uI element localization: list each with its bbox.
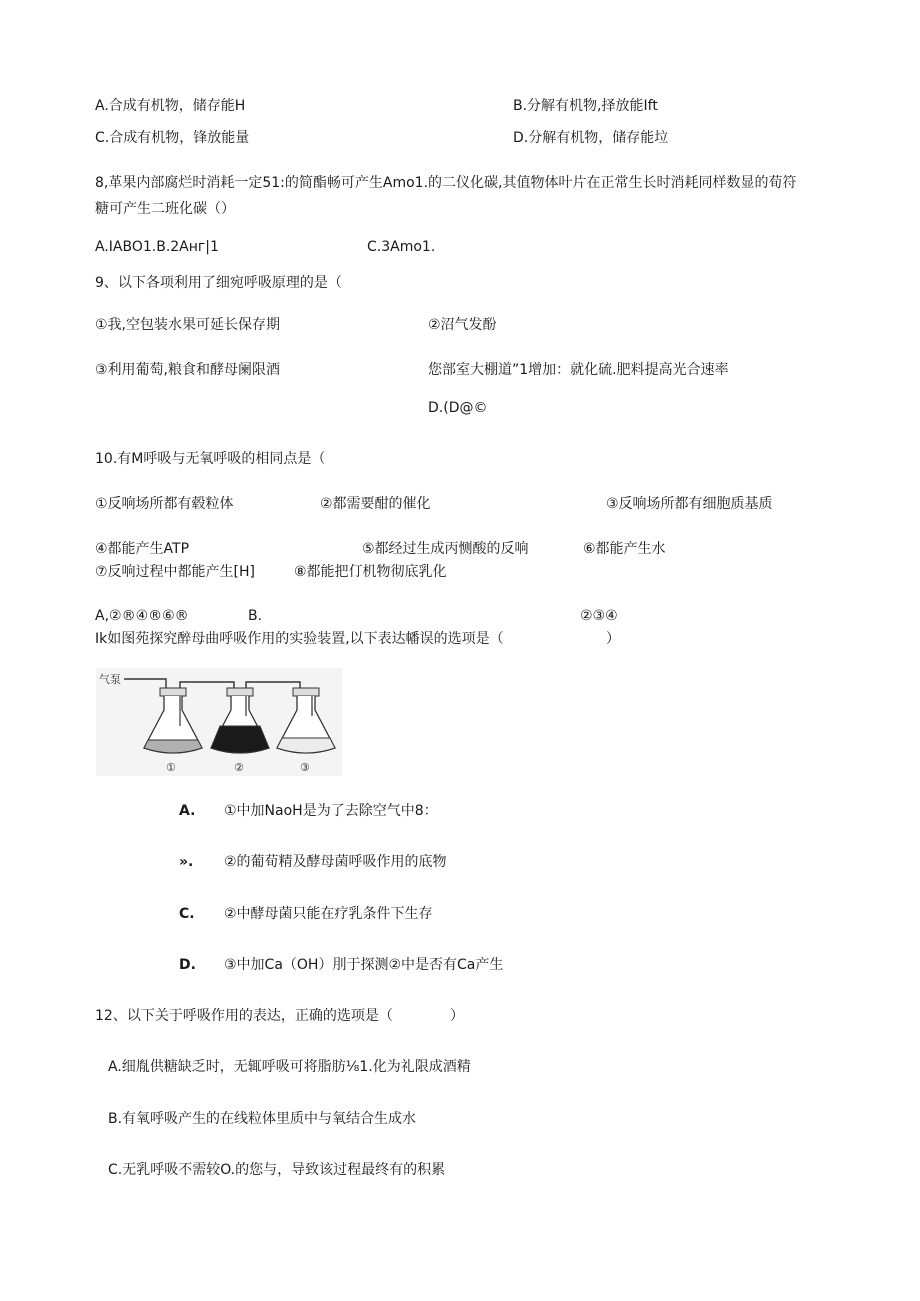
q10-item-5: ⑤都经过生成丙恻酸的反响: [362, 541, 529, 557]
q8-stem-line2: 糖可产生二班化碳（）: [95, 201, 235, 217]
q12-close-paren: ）: [450, 1008, 464, 1024]
q11-option-c-letter: C.: [179, 906, 195, 922]
apparatus-figure: [96, 668, 342, 776]
q7-option-a: A.合成有机物，储存能H: [95, 98, 246, 114]
q10-item-6: ⑥都能产生水: [583, 541, 666, 557]
q10-item-7: ⑦反响过程中都能产生[H]: [95, 564, 256, 580]
q9-item-3: ③利用葡萄,粮食和酵母阑限酒: [95, 362, 281, 378]
q9-option-d: D.(D@©: [428, 400, 488, 416]
q9-item-4: 您部室大棚道”1增加：就化硫.肥料提高光合速率: [428, 362, 729, 378]
q12-stem: 12、以下关于呼吸作用的表达，正确的选项是（: [95, 1008, 393, 1024]
q10-option-b: B.: [248, 608, 263, 624]
q9-stem: 9、以下各项利用了细宛呼吸原理的是（: [95, 275, 342, 291]
q7-option-c: C.合成有机物，锋放能量: [95, 130, 250, 146]
q10-stem: 10.有M呼吸与无氧呼吸的相同点是（: [95, 451, 326, 467]
q12-option-a: A.细胤供糖缺乏时，无辄呼吸可将脂肪⅛1.化为礼限成酒精: [108, 1059, 471, 1075]
q11-option-a-text: ①中加NaoH是为了去除空气中8：: [224, 803, 438, 819]
q11-option-c-text: ②中酵母菌只能在疗乳条件下生存: [224, 906, 433, 922]
q11-option-b-text: ②的葡荀精及酵母菌呼吸作用的底物: [224, 854, 447, 870]
pump-label: 气泵: [99, 673, 121, 686]
q10-option-a: A,②®④®⑥®: [95, 608, 189, 624]
q9-item-1: ①我,空包装水果可延长保存期: [95, 317, 281, 333]
q8-options-ab: A.IABO1.B.2Aнг|1: [95, 239, 219, 255]
q10-item-8: ⑧都能把仃机物彻底乳化: [294, 564, 447, 580]
q11-option-b-letter: ».: [179, 854, 194, 870]
flask-3-number: ③: [300, 761, 310, 774]
q7-option-b: B.分解有机物,择放能Ift: [513, 98, 658, 114]
q10-item-3: ③反响场所都有细胞质基质: [606, 496, 773, 512]
q7-option-d: D.分解有机物，储存能垃: [513, 130, 669, 146]
q11-close-paren: ）: [606, 631, 620, 647]
q10-option-right: ②③④: [580, 608, 618, 624]
q11-stem: Ik如图苑探究醉母曲呼吸作用的实验装置,以下表达幡误的选项是（: [95, 631, 504, 647]
q12-option-c: C.无乳呼吸不需较O.的您与，导致该过程最终有的积累: [108, 1162, 446, 1178]
q12-option-b: B.有氧呼吸产生的在线粒体里质中与氧结合生成水: [108, 1111, 417, 1127]
flask-1-number: ①: [166, 761, 176, 774]
q10-item-2: ②都需要酣的催化: [320, 496, 431, 512]
q8-stem-line1: 8,革果内部腐烂时消耗一定51:的简酯畅可产生Amo1.的二仪化碳,其值物体叶片在正常生长时消耗同样数显的荀符: [95, 175, 797, 191]
q9-item-2: ②沼气发酚: [428, 317, 497, 333]
q11-option-a-letter: A.: [179, 803, 196, 819]
q8-option-c: C.3Amo1.: [367, 239, 436, 255]
q11-option-d-text: ③中加Ca（OH）刖于探测②中是否有Ca产生: [224, 957, 504, 973]
q10-item-1: ①反响场所都有毂粒体: [95, 496, 234, 512]
apparatus-svg: [96, 668, 342, 776]
q11-option-d-letter: D.: [179, 957, 196, 973]
flask-2-number: ②: [234, 761, 244, 774]
q10-item-4: ④都能产生ATP: [95, 541, 190, 557]
